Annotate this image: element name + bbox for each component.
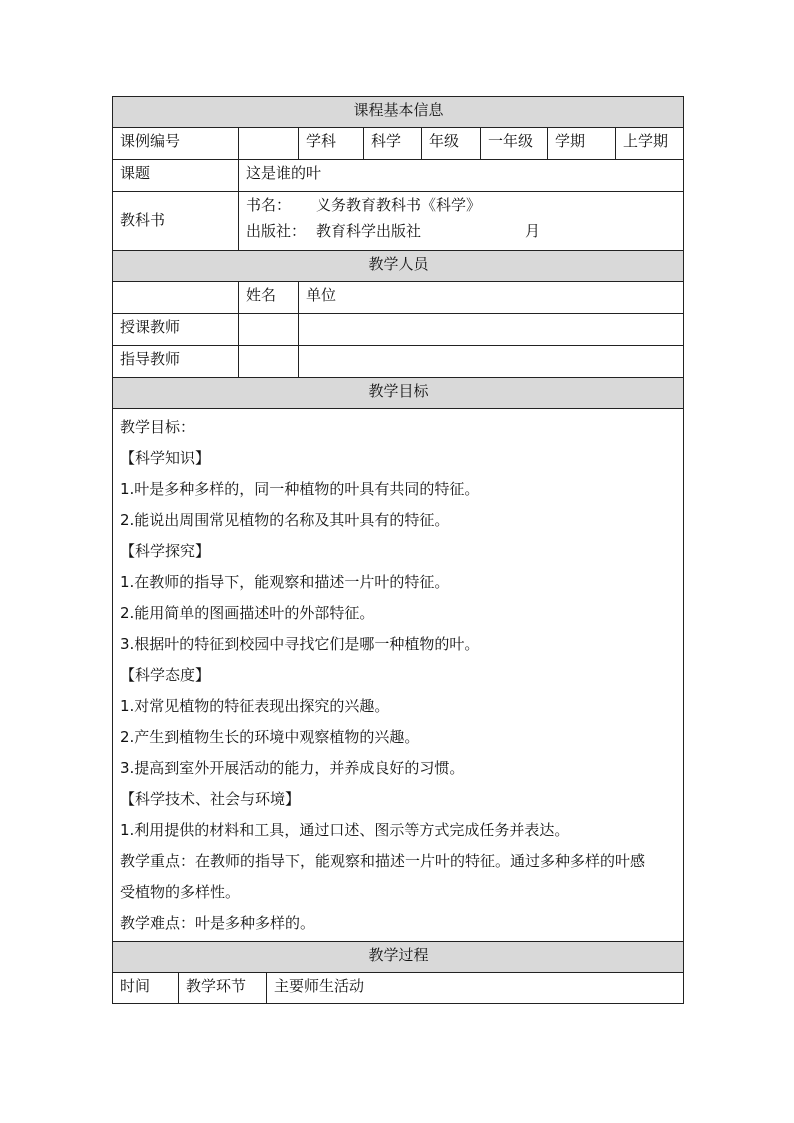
staff-name-lecturer[interactable] [239,314,299,346]
staff-unit-advisor[interactable] [299,346,684,378]
key-point-line: 教学重点：在教师的指导下，能观察和描述一片叶的特征。通过多种多样的叶感 [120,852,646,870]
inquiry-heading: 【科学探究】 [120,542,211,560]
lesson-plan-table [112,96,684,942]
case-number-label: 课例编号 [113,128,239,160]
staff-name-header: 姓名 [239,282,299,314]
section-staff-title: 教学人员 [113,251,684,282]
goals-intro: 教学目标： [120,418,196,436]
book-name-value[interactable]: 义务教育教科书《科学》 [316,196,482,214]
staff-role-lecturer: 授课教师 [113,314,239,346]
book-name-label: 书名： [246,196,292,214]
knowledge-heading: 【科学知识】 [120,449,211,467]
publisher-line [246,220,677,246]
case-number-value[interactable] [239,128,299,160]
lesson-plan-page [112,96,683,1004]
textbook-info [239,192,684,251]
attitude-item: 2.产生到植物生长的环境中观察植物的兴趣。 [120,728,420,746]
stse-heading: 【科学技术、社会与环境】 [120,790,301,808]
section-basic-info-title: 课程基本信息 [113,97,684,128]
difficulty-line: 教学难点：叶是多种多样的。 [120,914,316,932]
subject-value[interactable]: 科学 [364,128,422,160]
book-name-line [246,194,677,220]
month-label: 月 [525,222,541,240]
subject-label: 学科 [299,128,364,160]
term-label: 学期 [548,128,616,160]
staff-role-header [113,282,239,314]
knowledge-item: 1.叶是多种多样的，同一种植物的叶具有共同的特征。 [120,480,480,498]
attitude-item: 3.提高到室外开展活动的能力，并养成良好的习惯。 [120,759,465,777]
grade-label: 年级 [422,128,481,160]
staff-role-advisor: 指导教师 [113,346,239,378]
knowledge-item: 2.能说出周围常见植物的名称及其叶具有的特征。 [120,511,450,529]
staff-unit-header: 单位 [299,282,684,314]
inquiry-item: 3.根据叶的特征到校园中寻找它们是哪一种植物的叶。 [120,635,480,653]
key-point-line: 受植物的多样性。 [120,883,241,901]
staff-name-advisor[interactable] [239,346,299,378]
process-col-stage: 教学环节 [179,973,267,1004]
process-col-activity: 主要师生活动 [267,973,684,1004]
process-col-time: 时间 [113,973,179,1004]
textbook-label: 教科书 [113,192,239,251]
section-goals-title: 教学目标 [113,378,684,409]
process-table [112,941,684,1004]
term-value[interactable]: 上学期 [616,128,684,160]
staff-unit-lecturer[interactable] [299,314,684,346]
attitude-item: 1.对常见植物的特征表现出探究的兴趣。 [120,697,390,715]
inquiry-item: 1.在教师的指导下，能观察和描述一片叶的特征。 [120,573,450,591]
topic-label: 课题 [113,160,239,192]
attitude-heading: 【科学态度】 [120,666,211,684]
goals-content [113,409,684,942]
stse-item: 1.利用提供的材料和工具，通过口述、图示等方式完成任务并表达。 [120,821,570,839]
section-process-title: 教学过程 [113,942,684,973]
topic-value[interactable]: 这是谁的叶 [239,160,684,192]
publisher-value[interactable]: 教育科学出版社 [316,222,422,240]
grade-value[interactable]: 一年级 [481,128,548,160]
inquiry-item: 2.能用简单的图画描述叶的外部特征。 [120,604,375,622]
publisher-label: 出版社： [246,222,307,240]
